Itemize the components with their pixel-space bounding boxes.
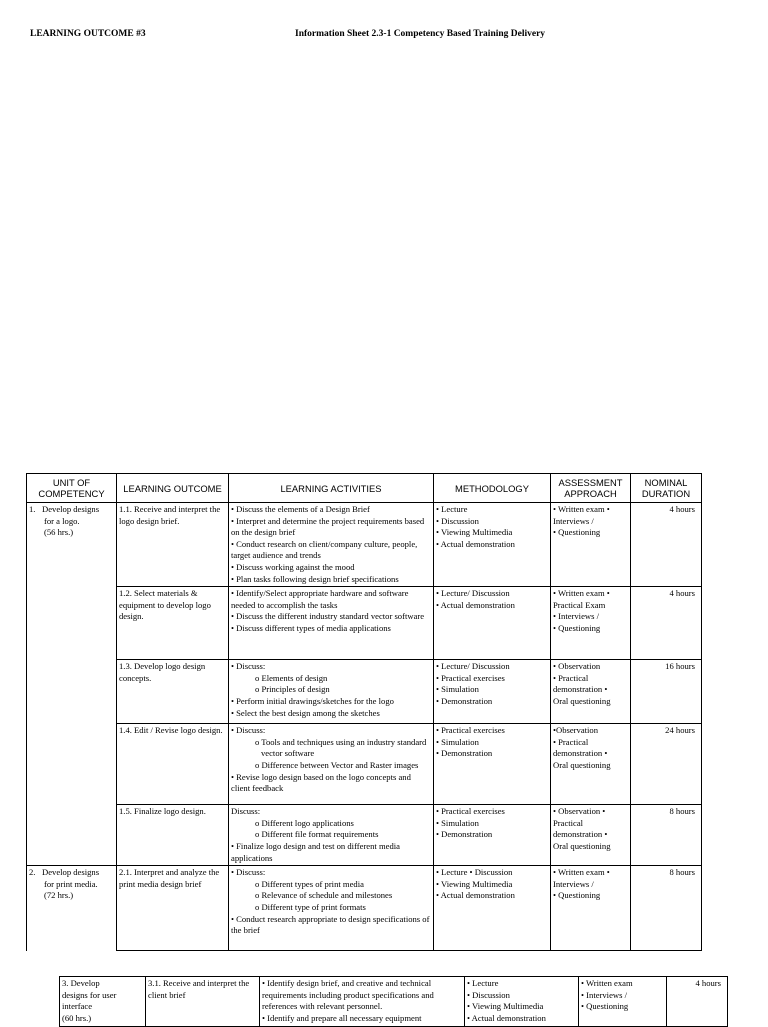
table-header-row bbox=[27, 474, 702, 503]
learning-activities-cell: • Identify/Select appropriate hardware and software needed to accomplish the tasks • Discuss the different industry standard vector software • Discuss different types of media applications bbox=[229, 587, 434, 660]
learning-outcome-heading: LEARNING OUTCOME #3 bbox=[30, 29, 146, 39]
col-header-unit: UNIT OF COMPETENCY bbox=[27, 474, 117, 503]
training-delivery-table bbox=[26, 473, 702, 951]
methodology-cell: • Practical exercises • Simulation • Demonstration bbox=[434, 805, 551, 866]
col-header-methodology: METHODOLOGY bbox=[434, 474, 551, 503]
learning-activities-cell: • Discuss: o Different types of print media o Relevance of schedule and milestones o Different type of print formats • Conduct research appropriate to design specifications of the brief bbox=[229, 866, 434, 951]
duration-cell: 24 hours bbox=[631, 724, 702, 805]
learning-outcome-cell: 1.4. Edit / Revise logo design. bbox=[117, 724, 229, 805]
assessment-cell: • Written exam • Practical Exam • Interviews / • Questioning bbox=[551, 587, 631, 660]
table-row bbox=[27, 805, 702, 866]
col-header-activities: LEARNING ACTIVITIES bbox=[229, 474, 434, 503]
table-row bbox=[27, 866, 702, 951]
methodology-cell: • Lecture • Discussion • Viewing Multimedia • Actual demonstration bbox=[434, 503, 551, 587]
assessment-cell: •Observation • Practical demonstration • Oral questioning bbox=[551, 724, 631, 805]
assessment-cell: • Observation • Practical demonstration • Oral questioning bbox=[551, 805, 631, 866]
table-row bbox=[27, 660, 702, 724]
duration-cell: 4 hours bbox=[631, 587, 702, 660]
methodology-cell: • Lecture • Discussion • Viewing Multimedia • Actual demonstration bbox=[465, 977, 579, 1027]
table-row bbox=[27, 503, 702, 587]
learning-activities-cell: • Identify design brief, and creative and technical requirements including product specifications and references with relevant personnel. • Identify and prepare all necessary equipment bbox=[260, 977, 465, 1027]
duration-cell: 8 hours bbox=[631, 805, 702, 866]
table-row bbox=[60, 977, 728, 1027]
learning-activities-cell: • Discuss: o Tools and techniques using an industry standard vector software o Difference between Vector and Raster images • Revise logo design based on the logo concepts and client feedback bbox=[229, 724, 434, 805]
assessment-cell: • Written exam • Interviews / • Questioning bbox=[579, 977, 667, 1027]
unit-of-competency-3: 3. Develop designs for user interface (60 hrs.) bbox=[60, 977, 146, 1027]
assessment-cell: • Observation • Practical demonstration • Oral questioning bbox=[551, 660, 631, 724]
unit-of-competency-2: 2. Develop designs for print media. (72 hrs.) bbox=[27, 866, 117, 951]
training-delivery-table-continued bbox=[59, 976, 728, 1027]
learning-outcome-cell: 1.2. Select materials & equipment to develop logo design. bbox=[117, 587, 229, 660]
learning-activities-cell: • Discuss the elements of a Design Brief • Interpret and determine the project requirements based on the design brief • Conduct research on client/company culture, people, target audience and trends • Discuss working against the mood • Plan tasks following design brief specifications bbox=[229, 503, 434, 587]
table-row bbox=[27, 587, 702, 660]
duration-cell: 8 hours bbox=[631, 866, 702, 951]
table-row bbox=[27, 724, 702, 805]
duration-cell: 4 hours bbox=[667, 977, 728, 1027]
learning-outcome-cell: 1.5. Finalize logo design. bbox=[117, 805, 229, 866]
learning-activities-cell: Discuss: o Different logo applications o Different file format requirements • Finalize logo design and test on different media applications bbox=[229, 805, 434, 866]
col-header-assessment: ASSESSMENT APPROACH bbox=[551, 474, 631, 503]
duration-cell: 16 hours bbox=[631, 660, 702, 724]
col-header-duration: NOMINAL DURATION bbox=[631, 474, 702, 503]
unit-of-competency-1: 1. Develop designs for a logo. (56 hrs.) bbox=[27, 503, 117, 866]
methodology-cell: • Lecture/ Discussion • Practical exercises • Simulation • Demonstration bbox=[434, 660, 551, 724]
methodology-cell: • Lecture • Discussion • Viewing Multimedia • Actual demonstration bbox=[434, 866, 551, 951]
learning-outcome-cell: 1.3. Develop logo design concepts. bbox=[117, 660, 229, 724]
learning-activities-cell: • Discuss: o Elements of design o Principles of design • Perform initial drawings/sketches for the logo • Select the best design among the sketches bbox=[229, 660, 434, 724]
methodology-cell: • Practical exercises • Simulation • Demonstration bbox=[434, 724, 551, 805]
duration-cell: 4 hours bbox=[631, 503, 702, 587]
learning-outcome-cell: 3.1. Receive and interpret the client brief bbox=[146, 977, 260, 1027]
col-header-outcome: LEARNING OUTCOME bbox=[117, 474, 229, 503]
info-sheet-title: Information Sheet 2.3-1 Competency Based Training Delivery bbox=[295, 29, 546, 39]
learning-outcome-cell: 2.1. Interpret and analyze the print media design brief bbox=[117, 866, 229, 951]
methodology-cell: • Lecture/ Discussion • Actual demonstration bbox=[434, 587, 551, 660]
learning-outcome-cell: 1.1. Receive and interpret the logo design brief. bbox=[117, 503, 229, 587]
assessment-cell: • Written exam • Interviews / • Questioning bbox=[551, 866, 631, 951]
assessment-cell: • Written exam • Interviews / • Questioning bbox=[551, 503, 631, 587]
